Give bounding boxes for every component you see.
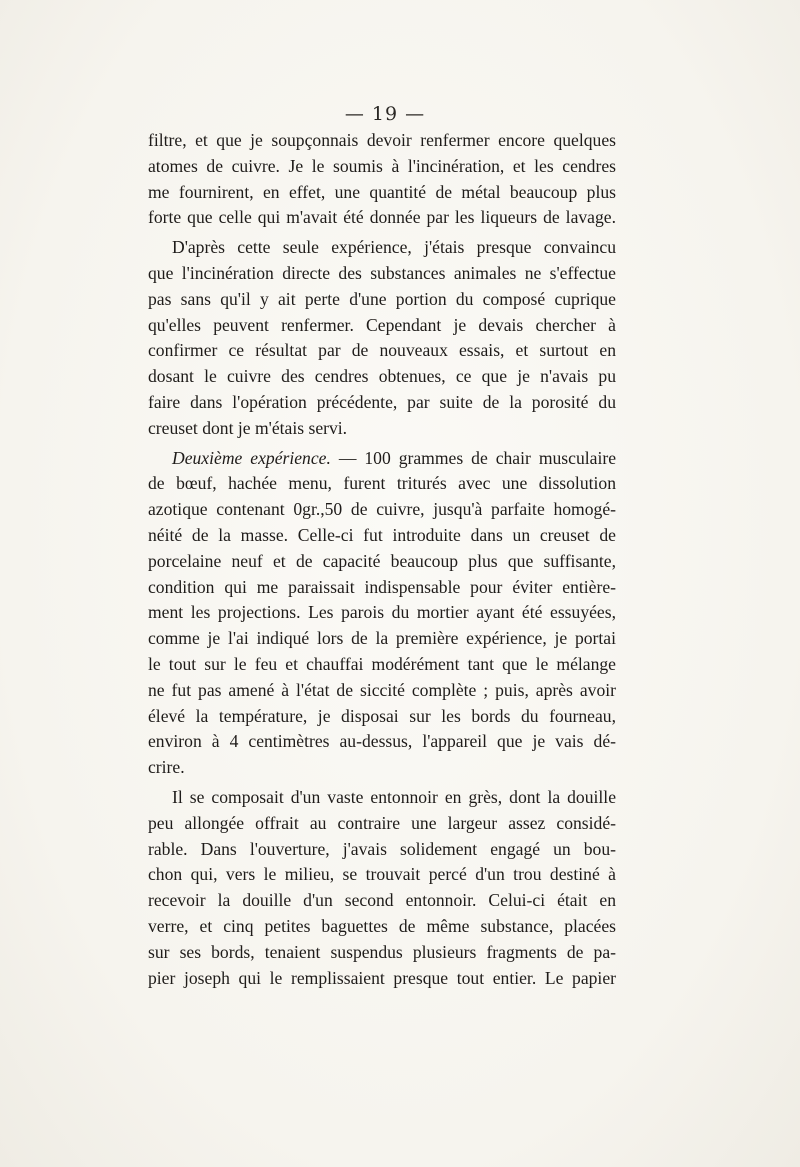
- paragraph: [148, 446, 616, 781]
- section-lead: Deuxième expérience.: [172, 447, 331, 468]
- text-line: recevoir la douille d'un second entonnoir. Celui-ci était en: [148, 890, 616, 911]
- text-line: me fournirent, en effet, une quantité de métal beaucoup plus: [148, 181, 616, 202]
- text-line: faire dans l'opération précédente, par suite de la porosité du: [148, 391, 616, 412]
- text-line: pas sans qu'il y ait perte d'une portion du composé cuprique: [148, 288, 616, 309]
- paragraph: [148, 128, 616, 231]
- text-line: filtre, et que je soupçonnais devoir renfermer encore quelques: [148, 130, 616, 150]
- text-line: creuset dont je m'étais servi.: [148, 417, 348, 438]
- text-line: D'après cette seule expérience, j'étais presque convaincu: [172, 237, 616, 258]
- text-line: néité de la masse. Celle-ci fut introduite dans un creuset de: [148, 524, 616, 545]
- text-line: confirmer ce résultat par de nouveaux essais, et surtout en: [148, 340, 616, 361]
- text-line: [148, 446, 616, 472]
- text-line: ne fut pas amené à l'état de siccité complète ; puis, après avoir: [148, 679, 616, 700]
- text-line: forte que celle qui m'avait été donnée par les liqueurs de lavage.: [148, 207, 616, 228]
- text-line: qu'elles peuvent renfermer. Cependant je devais chercher à: [148, 314, 616, 335]
- text-line: sur ses bords, tenaient suspendus plusieurs fragments de pa-: [148, 941, 616, 962]
- text-line-rest: — 100 grammes de chair musculaire: [330, 447, 617, 468]
- text-line: de bœuf, hachée menu, furent triturés avec une dissolution: [148, 473, 616, 494]
- paragraph: [148, 235, 616, 441]
- text-line: rable. Dans l'ouverture, j'avais solidement engagé un bou-: [148, 838, 616, 859]
- page-number: — 19 —: [344, 103, 426, 125]
- paragraph: [148, 785, 616, 991]
- text-line: le tout sur le feu et chauffai modérément tant que le mélange: [148, 653, 616, 674]
- body-text: [148, 128, 616, 991]
- text-line: élevé la température, je disposai sur les bords du fourneau,: [148, 705, 616, 726]
- text-line: comme je l'ai indiqué lors de la première expérience, je portai: [148, 628, 616, 649]
- text-line: dosant le cuivre des cendres obtenues, ce que je n'avais pu: [148, 366, 616, 387]
- text-line: peu allongée offrait au contraire une largeur assez considé-: [148, 812, 616, 833]
- text-line: verre, et cinq petites baguettes de même substance, placées: [148, 915, 616, 936]
- text-line: crire.: [148, 757, 185, 778]
- text-line: que l'incinération directe des substances animales ne s'effectue: [148, 262, 616, 283]
- text-line: condition qui me paraissait indispensable pour éviter entière-: [148, 576, 616, 597]
- text-line: Il se composait d'un vaste entonnoir en grès, dont la douille: [172, 786, 616, 807]
- text-line: azotique contenant 0gr.,50 de cuivre, jusqu'à parfaite homogé-: [148, 499, 616, 520]
- text-line: environ à 4 centimètres au-dessus, l'appareil que je vais dé-: [148, 731, 616, 752]
- text-line: chon qui, vers le milieu, se trouvait percé d'un trou destiné à: [148, 864, 616, 885]
- text-line: pier joseph qui le remplissaient presque tout entier. Le papier: [148, 967, 616, 988]
- text-line: ment les projections. Les parois du mortier ayant été essuyées,: [148, 602, 616, 623]
- text-line: porcelaine neuf et de capacité beaucoup plus que suffisante,: [148, 550, 616, 571]
- text-line: atomes de cuivre. Je le soumis à l'incinération, et les cendres: [148, 155, 616, 176]
